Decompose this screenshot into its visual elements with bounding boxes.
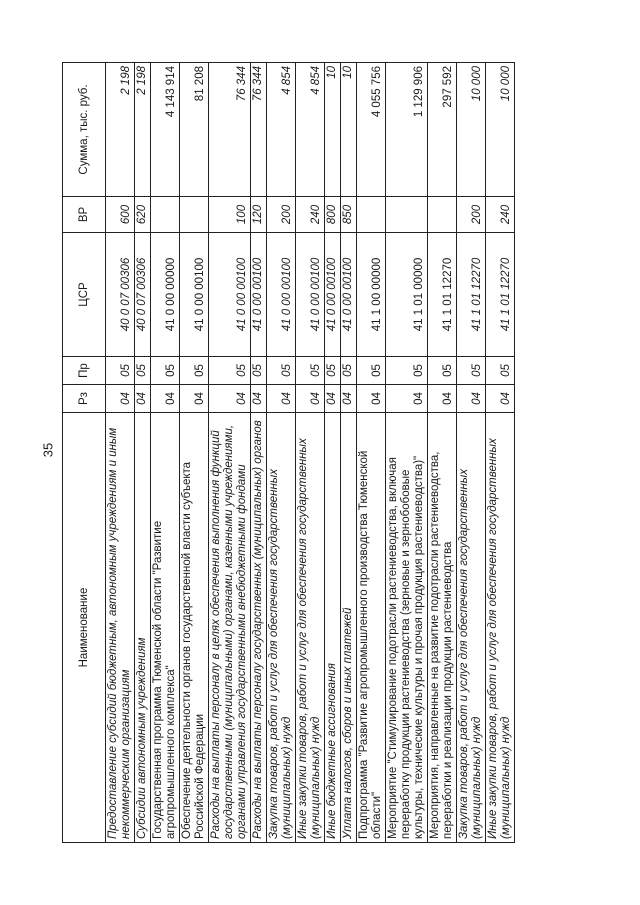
row-vr: 200	[267, 197, 296, 233]
row-rz: 04	[251, 385, 267, 413]
row-sum: 4 854	[296, 63, 325, 197]
header-name: Наименование	[63, 413, 106, 843]
row-rz: 04	[486, 385, 515, 413]
table-row	[106, 63, 135, 843]
row-csr: 41 0 00 00100	[341, 233, 357, 357]
row-rz: 04	[457, 385, 486, 413]
row-sum: 4 055 756	[357, 63, 386, 197]
row-vr	[386, 197, 428, 233]
row-sum: 76 344	[209, 63, 251, 197]
row-name: Иные закупки товаров, работ и услуг для обеспечения государственных (муниципальных) нужд	[296, 413, 325, 843]
row-vr	[357, 197, 386, 233]
row-rz: 04	[180, 385, 209, 413]
row-sum: 297 592	[428, 63, 457, 197]
row-rz: 04	[296, 385, 325, 413]
row-pr: 05	[486, 357, 515, 385]
row-pr: 05	[341, 357, 357, 385]
table-row	[357, 63, 386, 843]
table-row	[135, 63, 151, 843]
row-csr: 41 1 01 00000	[386, 233, 428, 357]
header-csr: ЦСР	[63, 233, 106, 357]
row-vr: 120	[251, 197, 267, 233]
row-rz: 04	[428, 385, 457, 413]
table-row	[180, 63, 209, 843]
row-vr: 100	[209, 197, 251, 233]
row-sum: 4 143 914	[151, 63, 180, 197]
row-name: Иные бюджетные ассигнования	[325, 413, 341, 843]
row-name: Закупка товаров, работ и услуг для обеспечения государственных (муниципальных) нужд	[267, 413, 296, 843]
row-csr: 41 0 00 00100	[325, 233, 341, 357]
row-vr: 600	[106, 197, 135, 233]
row-name: Расходы на выплаты персоналу государственных (муниципальных) органов	[251, 413, 267, 843]
row-pr: 05	[428, 357, 457, 385]
budget-table-container	[62, 63, 515, 843]
row-vr: 240	[486, 197, 515, 233]
row-pr: 05	[151, 357, 180, 385]
budget-table	[62, 62, 515, 843]
row-name: Мероприятие "Стимулирование подотрасли растениеводства, включая переработку продукции растениеводства (зерновые и зернобобовые культуры, технические культуры и прочая продукция растениеводства)"	[386, 413, 428, 843]
table-row	[267, 63, 296, 843]
row-rz: 04	[386, 385, 428, 413]
row-name: Уплата налогов, сборов и иных платежей	[341, 413, 357, 843]
row-csr: 41 1 01 12270	[457, 233, 486, 357]
row-sum: 10 000	[457, 63, 486, 197]
row-vr	[151, 197, 180, 233]
table-row	[325, 63, 341, 843]
row-rz: 04	[151, 385, 180, 413]
row-csr: 41 0 00 00100	[267, 233, 296, 357]
table-header-row	[63, 63, 106, 843]
row-rz: 04	[357, 385, 386, 413]
row-name: Государственная программа Тюменской области "Развитие агропромышленного комплекса"	[151, 413, 180, 843]
table-row	[428, 63, 457, 843]
row-sum: 4 854	[267, 63, 296, 197]
row-vr: 620	[135, 197, 151, 233]
row-name: Расходы на выплаты персоналу в целях обеспечения выполнения функций государственными (муниципальными) органами, казенными учреждениями, органами управления государственными внебюджетными фондами	[209, 413, 251, 843]
row-pr: 05	[457, 357, 486, 385]
header-rz: Рз	[63, 385, 106, 413]
row-sum: 10	[325, 63, 341, 197]
row-pr: 05	[296, 357, 325, 385]
row-pr: 05	[325, 357, 341, 385]
row-vr	[180, 197, 209, 233]
row-rz: 04	[341, 385, 357, 413]
table-row	[486, 63, 515, 843]
table-row	[251, 63, 267, 843]
row-vr: 800	[325, 197, 341, 233]
row-pr: 05	[386, 357, 428, 385]
row-pr: 05	[267, 357, 296, 385]
row-sum: 2 198	[106, 63, 135, 197]
row-name: Закупка товаров, работ и услуг для обеспечения государственных (муниципальных) нужд	[457, 413, 486, 843]
row-rz: 04	[209, 385, 251, 413]
row-name: Обеспечение деятельности органов государственной власти субъекта Российской Федерации	[180, 413, 209, 843]
row-sum: 10	[341, 63, 357, 197]
row-name: Мероприятия, направленные на развитие подотрасли растениеводства, переработки и реализации продукции растениеводства	[428, 413, 457, 843]
row-csr: 41 0 00 00100	[251, 233, 267, 357]
row-rz: 04	[267, 385, 296, 413]
row-csr: 41 0 00 00000	[151, 233, 180, 357]
row-sum: 1 129 906	[386, 63, 428, 197]
page-number: 35	[40, 442, 56, 458]
row-sum: 81 208	[180, 63, 209, 197]
row-name: Субсидии автономным учреждениям	[135, 413, 151, 843]
header-sum: Сумма, тыс. руб.	[63, 63, 106, 197]
table-row	[151, 63, 180, 843]
table-row	[341, 63, 357, 843]
table-row	[457, 63, 486, 843]
row-csr: 41 0 00 00100	[180, 233, 209, 357]
row-pr: 05	[135, 357, 151, 385]
row-csr: 41 0 00 00100	[296, 233, 325, 357]
row-csr: 40 0 07 00306	[106, 233, 135, 357]
row-csr: 41 1 01 12270	[428, 233, 457, 357]
row-pr: 05	[209, 357, 251, 385]
row-name: Подпрограмма "Развитие агропромышленного производства Тюменской области"	[357, 413, 386, 843]
row-pr: 05	[251, 357, 267, 385]
row-pr: 05	[106, 357, 135, 385]
row-name: Предоставление субсидий бюджетным, автономным учреждениям и иным некоммерческим организациям	[106, 413, 135, 843]
row-vr: 200	[457, 197, 486, 233]
header-pr: Пр	[63, 357, 106, 385]
row-vr: 850	[341, 197, 357, 233]
row-csr: 41 1 01 12270	[486, 233, 515, 357]
row-name: Иные закупки товаров, работ и услуг для обеспечения государственных (муниципальных) нужд	[486, 413, 515, 843]
table-row	[386, 63, 428, 843]
row-rz: 04	[106, 385, 135, 413]
row-vr: 240	[296, 197, 325, 233]
row-sum: 2 198	[135, 63, 151, 197]
row-csr: 40 0 07 00306	[135, 233, 151, 357]
row-csr: 41 0 00 00100	[209, 233, 251, 357]
row-vr	[428, 197, 457, 233]
row-sum: 10 000	[486, 63, 515, 197]
row-csr: 41 1 00 00000	[357, 233, 386, 357]
row-pr: 05	[357, 357, 386, 385]
table-row	[209, 63, 251, 843]
table-row	[296, 63, 325, 843]
header-vr: ВР	[63, 197, 106, 233]
row-sum: 76 344	[251, 63, 267, 197]
row-pr: 05	[180, 357, 209, 385]
row-rz: 04	[135, 385, 151, 413]
row-rz: 04	[325, 385, 341, 413]
